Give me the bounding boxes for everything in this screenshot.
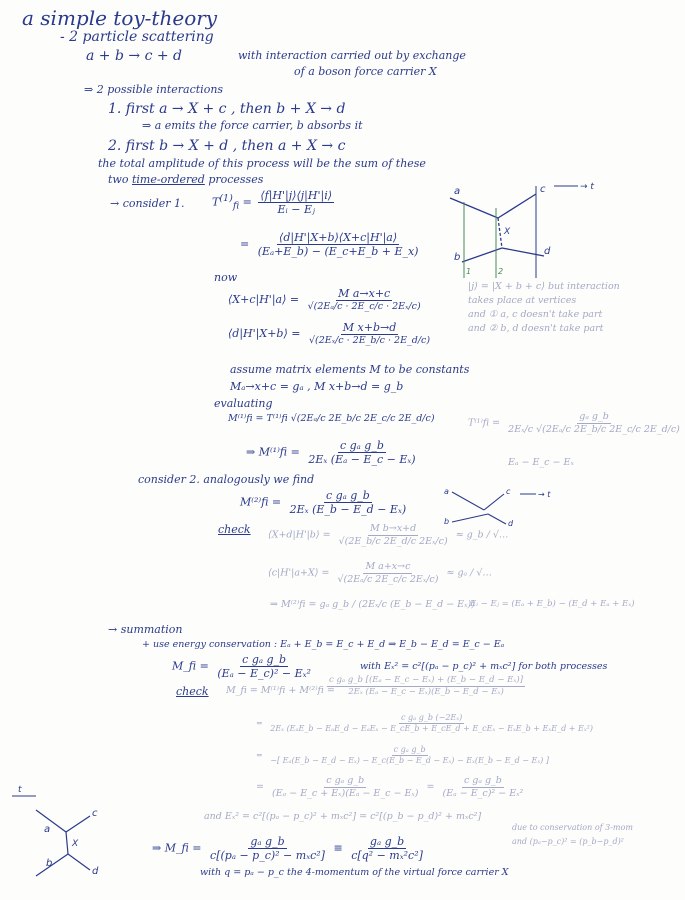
diagram2-line-a bbox=[452, 492, 484, 510]
consider-1: → consider 1. bbox=[110, 197, 185, 210]
page-title: a simple toy-theory bbox=[22, 6, 218, 30]
step2-num: c gₐ g_b bbox=[393, 745, 426, 754]
diagram1-time-label: → t bbox=[580, 182, 594, 192]
diagram3-label-c: c bbox=[92, 808, 98, 819]
check2-num: M a+x→c bbox=[365, 561, 411, 572]
m1-lhs: ⟨X+c|H'|a⟩ = bbox=[228, 292, 300, 306]
item-1: 1. first a → X + c , then b + X → d bbox=[108, 101, 346, 117]
check-b-num: c gₐ g_b [(Eₐ − E_c − Eₓ) + (E_b − E_d − Eₓ)] bbox=[329, 675, 524, 685]
t1b-num: ⟨d|H'|X+b⟩⟨X+c|H'|a⟩ bbox=[279, 231, 398, 244]
check-b-eq: M_fi = M⁽¹⁾fi + M⁽²⁾fi = bbox=[226, 685, 335, 696]
item-1-note: ⇒ a emits the force carrier, b absorbs it bbox=[142, 119, 363, 132]
step3-num: c gₐ g_b bbox=[326, 775, 365, 786]
final-lhs: ⇒ M_fi = bbox=[152, 841, 202, 855]
side-note-4: and ② b, d doesn't take part bbox=[468, 323, 604, 334]
total-two: two bbox=[108, 173, 129, 186]
diagram2-label-d: d bbox=[508, 519, 514, 528]
check-b-frac bbox=[324, 676, 528, 696]
t1b-equation: = $\frac{⟨d|H'|X+b⟩⟨X+c|H'|a⟩}{\text{(Eₐ+E\_b) − (E\_c+E\_b + E\_x)}}$ bbox=[240, 231, 419, 258]
step3-den: (Eₐ − E_c + Eₓ)(Eₐ − E_c − Eₓ) bbox=[272, 787, 419, 799]
check2-rhs: ≈ gₐ / √… bbox=[446, 567, 492, 579]
diagram3-label-a: a bbox=[44, 824, 51, 835]
step-3: = $\frac{\text{c gₐ g\_b}}{\text{(Eₐ − E\_c + Eₓ)(Eₐ − E\_c − Eₓ)}}$ = $\frac{\text{c gₐ g\_b}}{\text{(Eₐ − E\_c)² − Eₓ²}}$ bbox=[256, 775, 524, 799]
diagram2-line-b bbox=[452, 514, 488, 522]
diagram1-line-x bbox=[498, 218, 502, 248]
diagram1-line-d bbox=[502, 248, 544, 256]
now-label: now bbox=[214, 271, 238, 284]
m2fi-den: 2Eₓ (E_b − E_d − Eₓ) bbox=[289, 503, 407, 516]
t1-equation bbox=[212, 190, 337, 215]
m2-num: M x+b→d bbox=[342, 321, 397, 334]
check1-num: M b→x+d bbox=[370, 523, 417, 534]
check2-lhs: ⟨c|H'|a+X⟩ = bbox=[268, 567, 330, 579]
energy-conservation: + use energy conservation : Eₐ + E_b = E_c + E_d ⇒ E_b − E_d = E_c − Eₐ bbox=[142, 639, 505, 650]
check-2 bbox=[268, 562, 492, 584]
m2fi-num: c gₐ g_b bbox=[325, 489, 370, 502]
t1b-den: (Eₐ+E_b) − (E_c+E_b + E_x) bbox=[257, 245, 419, 258]
diagram3-line-c bbox=[66, 816, 90, 832]
subtitle: - 2 particle scattering bbox=[60, 29, 214, 45]
diagram1-label-x: X bbox=[504, 227, 511, 237]
m1-den: √(2Eₐ/c · 2E_c/c · 2Eₓ/c) bbox=[307, 301, 421, 312]
diagram1-line-a bbox=[450, 198, 498, 218]
t1-eq: = bbox=[242, 195, 252, 209]
eval-res-num: c gₐ g_b bbox=[339, 439, 384, 452]
total-amplitude-1: the total amplitude of this process will be the sum of these bbox=[98, 157, 426, 170]
diagram1-label-b: b bbox=[454, 252, 461, 263]
diagram3-line-x bbox=[66, 832, 68, 854]
step-2: = c gₐ g_b −[ Eₐ(E_b − E_d − Eₓ) − E_c(E_b − E_d − Eₓ) − Eₓ(E_b − E_d − Eₓ) ] bbox=[256, 745, 549, 765]
feynman-diagram-1 bbox=[440, 178, 600, 282]
step1-num: c gₐ g_b (−2Eₓ) bbox=[401, 713, 463, 722]
diagram2-line-d bbox=[488, 514, 506, 524]
check1-rhs: ≈ g_b / √… bbox=[455, 529, 509, 541]
final-num: gₐ g_b bbox=[250, 835, 285, 848]
diagram2-label-c: c bbox=[506, 487, 511, 496]
check1-den: √(2E_b/c 2E_d/c 2Eₓ/c) bbox=[338, 535, 448, 547]
m2-equation bbox=[228, 322, 435, 346]
eval-res-lhs: ⇒ M⁽¹⁾fi = bbox=[246, 445, 300, 459]
check1-lhs: ⟨X+d|H'|b⟩ = bbox=[268, 529, 331, 541]
sum-equation bbox=[172, 654, 316, 679]
final-with: with q = pₐ − p_c the 4-momentum of the virtual force carrier X bbox=[200, 867, 509, 878]
side-note-1: |j⟩ = |X + b + c⟩ but interaction bbox=[468, 281, 620, 292]
sum-with: with Eₓ² = c²[(pₐ − p_c)² + mₓc²] for both processes bbox=[360, 661, 608, 672]
total-processes: processes bbox=[208, 173, 264, 186]
total-amplitude-2 bbox=[108, 174, 263, 185]
t1-sup: (1) bbox=[219, 192, 233, 204]
t1-den: Eᵢ − Eⱼ bbox=[277, 203, 315, 216]
final-eq: ≡ bbox=[333, 841, 343, 855]
step3-rnum: c gₐ g_b bbox=[463, 775, 502, 786]
diagram2-line-c bbox=[484, 494, 504, 510]
diagram1-label-a: a bbox=[454, 186, 461, 197]
m2fi-lhs: M⁽²⁾fi = bbox=[240, 495, 282, 509]
faint-t1 bbox=[468, 412, 685, 434]
diagram3-label-d: d bbox=[92, 866, 99, 877]
check-3-right: Eᵢ − Eⱼ = (Eₐ + E_b) − (E_d + Eₐ + Eₓ) bbox=[470, 599, 635, 609]
side-note-3: and ① a, c doesn't take part bbox=[468, 309, 603, 320]
time-ordered: time-ordered bbox=[131, 173, 205, 186]
check-b-den: 2Eₓ (Eₐ − E_c − Eₓ)(E_b − E_d − Eₓ) bbox=[348, 686, 504, 697]
reaction: a + b → c + d bbox=[86, 48, 183, 64]
faint-t1-den: 2Eₓ/c √(2Eₐ/c 2E_b/c 2E_c/c 2E_d/c) bbox=[508, 423, 680, 435]
m2-lhs: ⟨d|H'|X+b⟩ = bbox=[228, 326, 301, 340]
check2-den: √(2Eₐ/c 2E_c/c 2Eₓ/c) bbox=[337, 573, 439, 585]
m1-equation bbox=[228, 288, 426, 312]
faint-t1-num: gₐ g_b bbox=[579, 411, 609, 422]
t1-num: ⟨f|H'|j⟩⟨j|H'|i⟩ bbox=[260, 189, 333, 202]
eval-res-den: 2Eₓ (Eₐ − E_c − Eₓ) bbox=[308, 453, 416, 466]
check-label-1: check bbox=[218, 523, 251, 536]
eval-result bbox=[246, 440, 421, 465]
sum-lhs: M_fi = bbox=[172, 659, 209, 673]
diagram3-label-x: X bbox=[72, 839, 79, 849]
diagram1-label-d: d bbox=[544, 246, 551, 257]
sum-num: c gₐ g_b bbox=[242, 653, 287, 666]
check-label-2: check bbox=[176, 685, 209, 698]
feynman-diagram-2 bbox=[440, 484, 564, 530]
final-equation bbox=[152, 836, 428, 861]
eval-equation: M⁽¹⁾fi = T⁽¹⁾fi √(2Eₐ/c 2E_b/c 2E_c/c 2E_d/c) bbox=[228, 413, 435, 424]
with-text-1: with interaction carried out by exchange bbox=[238, 49, 466, 62]
final-rnum: gₐ g_b bbox=[369, 835, 405, 848]
assume-text: assume matrix elements M to be constants bbox=[230, 363, 470, 376]
with-text-2: of a boson force carrier X bbox=[294, 65, 437, 78]
diagram2-time-label: → t bbox=[538, 490, 551, 499]
sum-den: (Eₐ − E_c)² − Eₓ² bbox=[217, 667, 311, 680]
side-note-2: takes place at vertices bbox=[468, 295, 577, 306]
assume-equation: Mₐ→x+c = gₐ , M x+b→d = g_b bbox=[230, 380, 404, 393]
step1-den: 2Eₓ (EₐE_b − EₐE_d − EₐEₓ − E_cE_b + E_cE_d + E_cEₓ − EₓE_b + EₓE_d + Eₓ²) bbox=[270, 724, 593, 733]
diagram3-line-d bbox=[68, 854, 90, 870]
diagram1-label-c: c bbox=[540, 184, 546, 195]
diagram3-line-a bbox=[36, 810, 66, 832]
and-equation: and Eₓ² = c²[(pₐ − p_c)² + mₓc²] = c²[(p_b − p_d)² + mₓc²] bbox=[204, 811, 482, 822]
consider-2: consider 2. analogously we find bbox=[138, 473, 315, 486]
final-den: c[(pₐ − p_c)² − mₓc²] bbox=[210, 849, 325, 862]
faint-t1-lhs: T⁽¹⁾fi = bbox=[468, 417, 501, 429]
summation-label: → summation bbox=[108, 623, 183, 636]
t1-lhs: T bbox=[212, 195, 220, 209]
m1-num: M a→x+c bbox=[338, 287, 391, 300]
diagram3-label-b: b bbox=[46, 858, 53, 869]
m2-den: √(2Eₓ/c · 2E_b/c · 2E_d/c) bbox=[308, 335, 431, 346]
diagram2-label-b: b bbox=[444, 517, 450, 526]
possible-interactions: ⇒ 2 possible interactions bbox=[84, 83, 224, 96]
diagram3-time-label: t bbox=[18, 785, 22, 795]
diagram1-label-1: 1 bbox=[466, 267, 472, 276]
step2-den: −[ Eₐ(E_b − E_d − Eₓ) − E_c(E_b − E_d − Eₓ) − Eₓ(E_b − E_d − Eₓ) ] bbox=[270, 756, 549, 765]
due-to: due to conservation of 3-mom bbox=[512, 823, 633, 832]
check-3: ⇒ M⁽²⁾fi = gₐ g_b / (2Eₓ/c (E_b − E_d − Eₓ)) bbox=[270, 599, 475, 610]
due-to-2: and (pₐ−p_c)² = (p_b−p_d)² bbox=[512, 837, 624, 846]
final-rden: c[q² − mₓ²c²] bbox=[351, 849, 423, 862]
item-2: 2. first b → X + d , then a + X → c bbox=[108, 138, 346, 154]
diagram1-label-2: 2 bbox=[498, 267, 504, 276]
diagram2-label-a: a bbox=[444, 487, 449, 496]
m2fi-equation bbox=[240, 490, 411, 515]
diagram1-line-c bbox=[498, 194, 536, 218]
feynman-diagram-3 bbox=[8, 782, 112, 882]
step3-rden: (Eₐ − E_c)² − Eₓ² bbox=[442, 787, 524, 799]
t1-sub: fi bbox=[232, 200, 240, 212]
faint-t1-den2: Eₐ − E_c − Eₓ bbox=[508, 457, 574, 468]
step3-eq: = bbox=[426, 781, 435, 793]
step-1: = c gₐ g_b (−2Eₓ) 2Eₓ (EₐE_b − EₐE_d − EₐEₓ − E_cE_b + E_cE_d + E_cEₓ − EₓE_b + EₓE_d + Eₓ²) bbox=[256, 713, 593, 733]
evaluating-label: evaluating bbox=[214, 397, 273, 410]
